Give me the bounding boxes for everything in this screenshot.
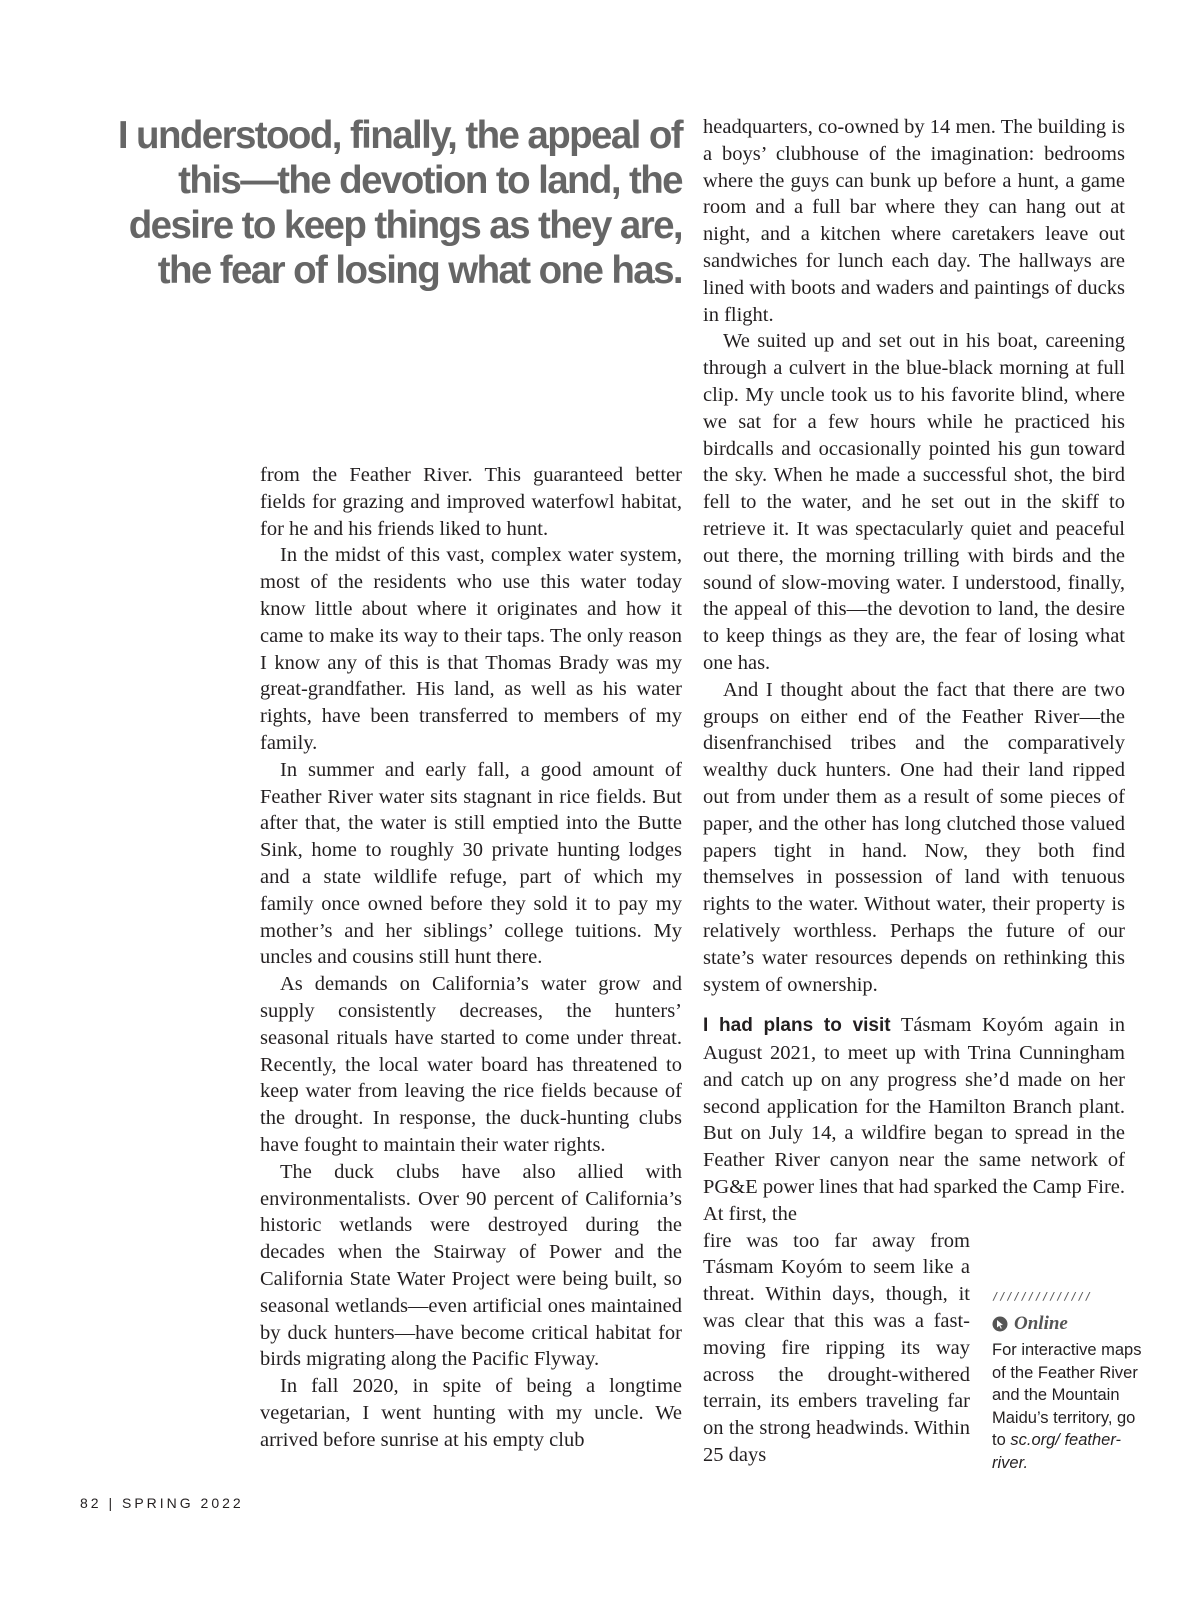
article-column-left: [260, 462, 682, 1453]
section-paragraph: [703, 1012, 1125, 1227]
section-text: Tásmam Koyóm again in August 2021, to meet up with Trina Cunningham and catch up on any progress she’d made on her second application for the Hamilton Branch plant. But on July 14, a wildfire began to spread in the Feather River canyon near the same network of PG&E power lines that had sparked the Camp Fire. At first, the: [703, 1014, 1125, 1225]
paragraph: headquarters, co-owned by 14 men. The building is a boys’ clubhouse of the imagination: bedrooms where the guys can bunk up before a hunt, a game room and a full bar where they can hang out at night, and a kitchen where caretakers leave out sandwiches for lunch each day. The hallways are lined with boots and waders and paintings of ducks in flight.: [703, 116, 1125, 326]
sidebar-divider: //////////////: [992, 1290, 1092, 1303]
sidebar-heading: [992, 1313, 1152, 1335]
online-sidebar: [992, 1290, 1152, 1474]
paragraph: In fall 2020, in spite of being a longtime vegetarian, I went hunting with my uncle. We arrived before sunrise at his empty club: [260, 1375, 682, 1451]
paragraph: As demands on California’s water grow and supply consistently decreases, the hunters’ seasonal rituals have started to come under threat. Recently, the local water board has threatened to keep water from leaving the rice fields because of the drought. In response, the duck-hunting clubs have fought to maintain their water rights.: [260, 973, 682, 1156]
paragraph: We suited up and set out in his boat, careening through a culvert in the blue-black morning at full clip. My uncle took us to his favorite blind, where we sat for a few hours while he practiced his birdcalls and occasionally pointed his gun toward the sky. When he made a successful shot, the bird fell to the water, and he set out in the skiff to retrieve it. It was spectacularly quiet and peaceful out there, the morning trilling with birds and the sound of slow-moving water. I understood, finally, the appeal of this—the devotion to land, the desire to keep things as they are, the fear of losing what one has.: [703, 330, 1125, 674]
online-cursor-icon: [992, 1316, 1008, 1332]
paragraph: And I thought about the fact that there are two groups on either end of the Feather River—the disenfranchised tribes and the comparatively wealthy duck hunters. One had their land ripped out from under them as a result of some pieces of paper, and the other has long clutched those valued papers tight in hand. Now, they both find themselves in possession of land with tenuous rights to the water. Without water, their property is relatively worthless. Perhaps the future of our state’s water resources depends on rethinking this system of ownership.: [703, 678, 1125, 996]
sidebar-description: For interactive maps of the Feather River and the Mountain Maidu’s territory, go to: [992, 1341, 1142, 1449]
paragraph: In the midst of this vast, complex water system, most of the residents who use this water today know little about where it originates and how it came to make its way to their taps. The only reason I know any of this is that Thomas Brady was my great-grandfather. His land, as well as his water rights, have been transferred to members of my family.: [260, 544, 682, 754]
section-lead-in: I had plans to visit: [703, 1015, 891, 1037]
paragraph: In summer and early fall, a good amount of Feather River water sits stagnant in rice fields. But after that, the water is still emptied into the Butte Sink, home to roughly 30 private hunting lodges and a state wildlife refuge, part of which my family once owned before they sold it to pay my mother’s and her siblings’ college tuitions. My uncles and cousins still hunt there.: [260, 758, 682, 969]
pull-quote: I understood, finally, the appeal of this—the devotion to land, the desire to keep things as they are, the fear of losing what one has.: [117, 114, 682, 292]
sidebar-link[interactable]: sc.org/ feather-river.: [992, 1431, 1122, 1472]
section-paragraph-continued: fire was too far away from Tásmam Koyóm to seem like a threat. Within days, though, it was clear that this was a fast-moving fire ripping its way across the drought-withered terrain, its embers traveling far on the strong headwinds. Within 25 days: [703, 1229, 970, 1467]
paragraph: The duck clubs have also allied with environmentalists. Over 90 percent of California’s historic wetlands were destroyed during the decades when the Stairway of Power and the California State Water Project were being built, so seasonal wetlands—even artificial ones maintained by duck hunters—have become critical habitat for birds migrating along the Pacific Flyway.: [260, 1160, 682, 1371]
sidebar-heading-label: Online: [1014, 1313, 1068, 1334]
paragraph: from the Feather River. This guaranteed better fields for grazing and improved waterfowl habitat, for he and his friends liked to hunt.: [260, 464, 682, 540]
sidebar-text: [992, 1339, 1152, 1474]
article-column-right: [703, 114, 1125, 1469]
page-folio: 82 | SPRING 2022: [80, 1495, 244, 1511]
